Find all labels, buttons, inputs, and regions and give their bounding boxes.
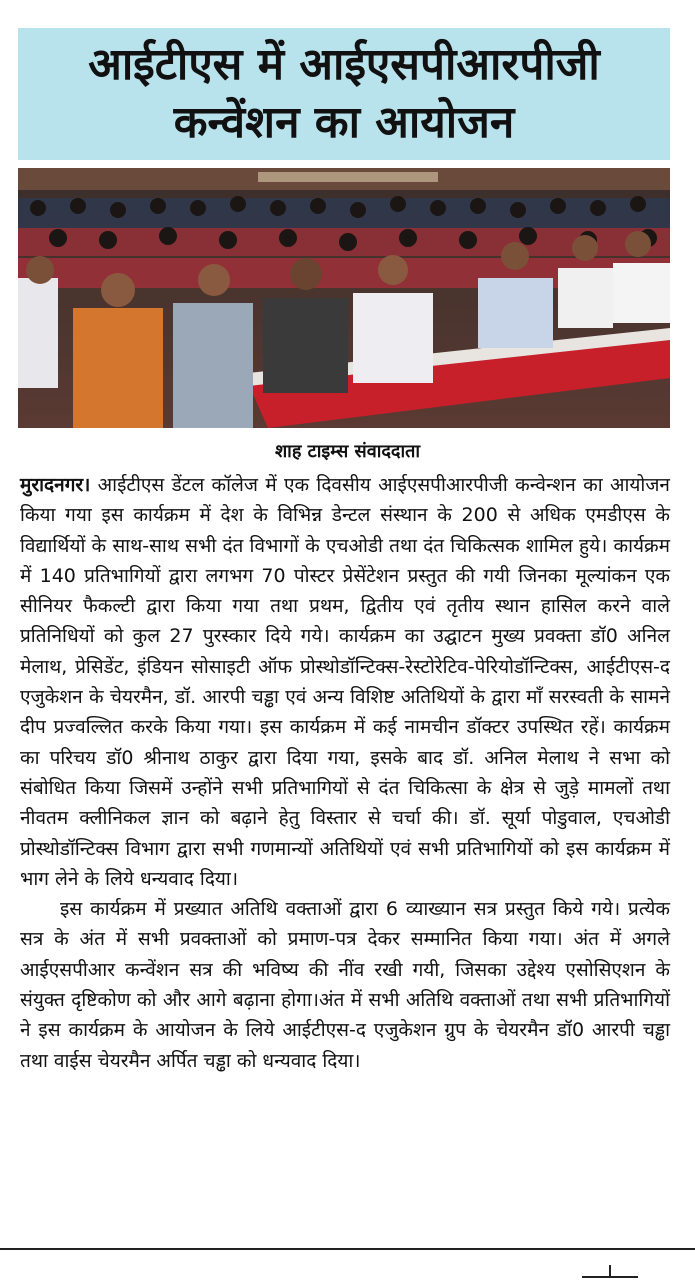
paragraph-1-text: आईटीएस डेंटल कॉलेज में एक दिवसीय आईएसपीआरपीजी कन्वेन्शन का आयोजन किया गया इस कार्यक्रम में देश के विभिन्न डेन्टल संस्थान के 200 से अधिक एमडीएस के विद्यार्थियों के साथ-साथ सभी दंत विभागों के एचओडी तथा दंत चिकित्सक शामिल हुये। कार्यक्रम में 140 प्रतिभागियों द्वारा लगभग 70 पोस्टर प्रेसेंटेशन प्रस्तुत की गयी जिनका मूल्यांकन एक सीनियर फैकल्टी द्वारा किया गया तथा प्रथम, द्वितीय एवं तृतीय स्थान हासिल करने वाले प्रतिनिधियों को कुल 27 पुरस्कार दिये गये। कार्यक्रम का उद्घाटन मुख्य प्रवक्ता डॉ0 अनिल मेलाथ, प्रेसिडेंट, इंडियन सोसाइटी ऑफ प्रोस्थोडॉन्टिक्स-रेस्टोरेटिव-पेरियोडॉन्टिक्स, आईटीएस-द एजुकेशन के चेयरमैन, डॉ. आरपी चड्ढा एवं अन्य विशिष्ट अतिथियों के द्वारा माँ सरस्वती के सामने दीप प्रज्वल्लित करके किया गया। इस कार्यक्रम में कई नामचीन डॉक्टर उपस्थित रहें। कार्यक्रम का परिचय डॉ0 श्रीनाथ ठाकुर द्वारा दिया गया, इसके बाद डॉ. अनिल मेलाथ ने सभा को संबोधित किया जिसमें उन्होंने सभी प्रतिभागियों से दंत चिकित्सा के क्षेत्र से जुड़े मामलों तथा नीवतम क्लीनिकल ज्ञान को बढ़ाने हेतु विस्तार से चर्चा की। डॉ. सूर्या पोडुवाल, एचओडी प्रोस्थोडॉन्टिक्स विभाग द्वारा सभी गणमान्यों अतिथियों एवं सभी प्रतिभागियों को इस कार्यक्रम में भाग लेने के लिये धन्यवाद दिया।	[20, 474, 670, 890]
article-paragraph-1	[20, 470, 670, 894]
article-body	[20, 470, 670, 1076]
headline-banner	[18, 28, 670, 160]
crop-mark-icon	[582, 1265, 638, 1280]
headline-line-2: कन्वेंशन का आयोजन	[173, 97, 515, 148]
conference-audience-photo	[18, 168, 670, 428]
headline-line-1: आईटीएस में आईएसपीआरपीजी	[88, 39, 600, 90]
dateline: मुरादनगर।	[20, 474, 91, 496]
byline: शाह टाइम्स संवाददाता	[274, 441, 421, 462]
bottom-rule	[0, 1248, 695, 1250]
article-paragraph-2	[20, 894, 670, 1076]
paragraph-2-text: इस कार्यक्रम में प्रख्यात अतिथि वक्ताओं द्वारा 6 व्याख्यान सत्र प्रस्तुत किये गये। प्रत्येक सत्र के अंत में सभी प्रवक्ताओं को प्रमाण-पत्र देकर सम्मानित किया गया। अंत में अगले आईएसपीआर कन्वेंशन सत्र की भविष्य की नींव रखी गयी, जिसका उद्देश्य एसोसिएशन के संयुक्त दृष्टिकोण को और आगे बढ़ाना होगा।अंत में सभी अतिथि वक्ताओं तथा सभी प्रतिभागियों ने इस कार्यक्रम के आयोजन के लिये आईटीएस-द एजुकेशन ग्रुप के चेयरमैन डॉ0 आरपी चड्ढा तथा वाईस चेयरमैन अर्पित चड्ढा को धन्यवाद दिया।	[20, 898, 670, 1072]
photo-illustration	[18, 168, 670, 428]
